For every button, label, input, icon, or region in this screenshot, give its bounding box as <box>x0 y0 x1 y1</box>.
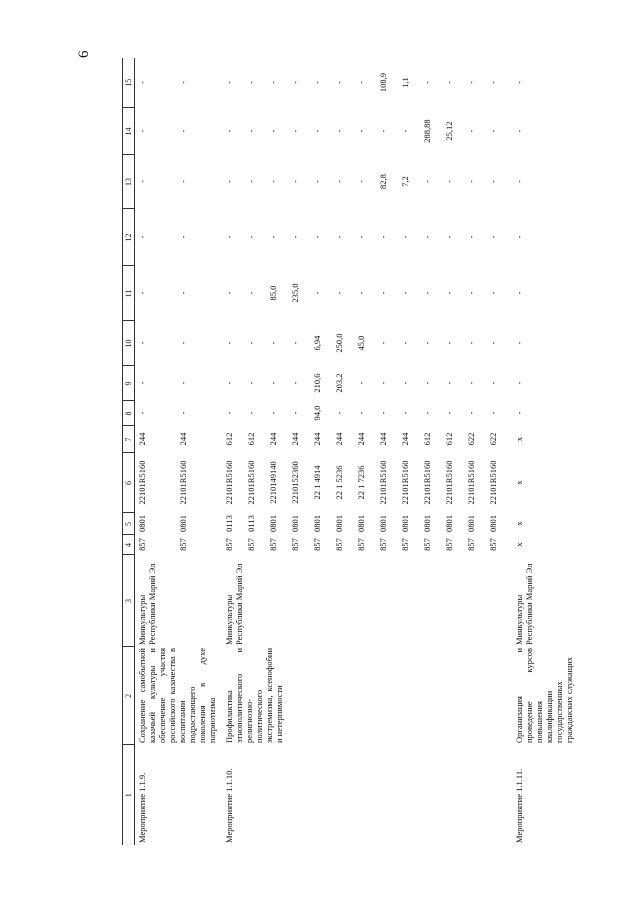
table-cell: 0801 <box>268 515 279 532</box>
table-cell: 0801 <box>356 515 367 532</box>
table-cell: - <box>137 180 147 183</box>
table-cell: - <box>268 81 279 84</box>
table-cell: - <box>514 291 525 295</box>
table-cell: - <box>488 180 499 183</box>
column-header-1: 1 <box>123 793 133 798</box>
table-cell: - <box>246 81 257 84</box>
table-cell: - <box>378 291 389 295</box>
executor-cell: Минкультуры Республики Марий Эл <box>514 563 535 645</box>
table-cell: - <box>444 235 455 239</box>
table-cell: - <box>356 129 367 133</box>
table-cell: - <box>334 180 345 183</box>
executor-cell: Минкультуры Республики Марий Эл <box>137 563 158 645</box>
table-cell: - <box>466 235 477 239</box>
table-cell: - <box>268 411 279 415</box>
table-cell: - <box>356 235 367 239</box>
table-cell: 0801 <box>400 515 411 532</box>
table-cell: - <box>466 411 477 415</box>
table-cell: 244 <box>378 432 389 446</box>
rotated-page-content <box>122 58 627 845</box>
table-cell: - <box>422 235 433 239</box>
table-cell: 857 <box>246 538 257 551</box>
table-cell: - <box>488 129 499 133</box>
table-cell: - <box>178 381 189 385</box>
table-cell: x <box>514 480 525 485</box>
table-cell: - <box>488 411 499 415</box>
table-cell: - <box>488 81 499 84</box>
table-cell: 857 <box>466 538 477 551</box>
table-cell: 244 <box>356 432 367 446</box>
budget-table <box>122 58 579 845</box>
table-cell: 288,88 <box>422 119 433 143</box>
table-cell: 0113 <box>246 515 257 532</box>
table-cell: 22101R5160 <box>444 460 455 505</box>
description-cell: Организация и проведение курсов повышения квалификации государственных гражданских служащих <box>514 648 575 743</box>
table-cell: 857 <box>334 538 345 551</box>
table-cell: - <box>378 411 389 415</box>
table-cell: 0801 <box>488 515 499 532</box>
table-cell: - <box>514 129 525 133</box>
table-cell: 7,2 <box>400 176 411 187</box>
description-cell: Профилактика этнополитического и религиозно-политического экстремизма, ксенофобии и нетерпимости <box>224 648 285 743</box>
table-row <box>222 58 244 845</box>
table-cell: - <box>514 81 525 84</box>
table-cell: - <box>290 381 301 385</box>
table-cell: 244 <box>290 432 301 446</box>
table-cell: 244 <box>312 432 323 446</box>
table-cell: - <box>137 411 147 415</box>
table-cell: 244 <box>400 432 411 446</box>
table-cell: - <box>466 291 477 295</box>
table-cell: - <box>444 411 455 415</box>
table-cell: 857 <box>312 538 323 551</box>
table-cell: - <box>444 341 455 345</box>
table-cell: - <box>178 235 189 239</box>
column-header-6: 6 <box>123 453 135 513</box>
table-cell: 244 <box>178 432 189 446</box>
table-cell: - <box>178 129 189 133</box>
table-cell: - <box>514 180 525 183</box>
table-cell: 857 <box>444 538 455 551</box>
table-cell: 2210152360 <box>290 461 301 504</box>
table-cell: 22101R5160 <box>466 460 477 505</box>
table-cell: 857 <box>268 538 279 551</box>
table-cell: 857 <box>378 538 389 551</box>
table-cell: - <box>224 341 235 345</box>
table-cell: 622 <box>488 432 499 446</box>
table-cell: - <box>268 129 279 133</box>
table-cell: - <box>137 235 147 239</box>
column-header-9: 9 <box>123 366 135 401</box>
table-cell: - <box>224 129 235 133</box>
page-number: 6 <box>76 50 92 58</box>
column-header-11: 11 <box>123 266 135 321</box>
table-cell: - <box>246 291 257 295</box>
table-cell: - <box>444 291 455 295</box>
table-cell: - <box>400 411 411 415</box>
table-cell: - <box>356 411 367 415</box>
table-cell: 203,2 <box>334 373 345 393</box>
table-cell: - <box>422 411 433 415</box>
table-cell: 85,0 <box>268 285 279 301</box>
table-cell: 857 <box>290 538 301 551</box>
table-cell: 244 <box>268 432 279 446</box>
table-cell: 82,8 <box>378 174 389 189</box>
table-cell: - <box>356 381 367 385</box>
event-cell: Мероприятие 1.1.11. <box>514 768 525 843</box>
table-cell: x <box>514 542 525 547</box>
table-body <box>135 58 580 845</box>
table-cell: - <box>312 180 323 183</box>
table-cell: - <box>290 411 301 415</box>
table-cell: - <box>488 235 499 239</box>
row-spacer <box>575 58 579 845</box>
table-cell: 857 <box>137 538 147 551</box>
table-cell: x <box>514 436 525 442</box>
column-header-15: 15 <box>123 58 135 108</box>
table-cell: 612 <box>224 432 235 446</box>
column-header-5: 5 <box>123 513 135 535</box>
table-cell: - <box>137 381 147 385</box>
column-header-14: 14 <box>123 108 135 155</box>
table-cell: - <box>514 341 525 345</box>
table-cell: 244 <box>137 432 147 446</box>
table-cell: 857 <box>488 538 499 551</box>
column-header-4: 4 <box>123 535 135 555</box>
table-cell: 22101R5160 <box>178 460 189 505</box>
table-cell: - <box>178 411 189 415</box>
column-header-13: 13 <box>123 155 135 209</box>
table-cell: - <box>246 180 257 183</box>
table-cell: 1,1 <box>400 77 411 88</box>
table-cell: 45,0 <box>356 335 367 351</box>
executor-cell: Минкультуры Республики Марий Эл <box>224 563 245 645</box>
table-cell: - <box>378 381 389 385</box>
table-cell: 0801 <box>290 515 301 532</box>
table-cell: - <box>400 235 411 239</box>
table-cell: - <box>514 411 525 415</box>
table-cell: 22101R5160 <box>488 460 499 505</box>
table-cell: - <box>488 291 499 295</box>
table-cell: - <box>378 129 389 133</box>
table-cell: - <box>422 341 433 345</box>
table-row <box>512 58 575 845</box>
table-cell: - <box>444 180 455 183</box>
table-cell: 22101R5160 <box>422 460 433 505</box>
table-cell: - <box>334 235 345 239</box>
table-cell: - <box>290 341 301 345</box>
table-cell: 22101R5160 <box>224 460 235 505</box>
table-cell: - <box>466 129 477 133</box>
table-cell: - <box>488 341 499 345</box>
table-cell: - <box>290 235 301 239</box>
table-cell: 22101R5160 <box>246 460 257 505</box>
table-cell: - <box>290 129 301 133</box>
table-cell: - <box>356 291 367 295</box>
table-cell: - <box>268 180 279 183</box>
table-cell: - <box>334 291 345 295</box>
table-cell: - <box>312 291 323 295</box>
table-cell: 612 <box>422 432 433 446</box>
table-cell: - <box>224 411 235 415</box>
table-cell: 622 <box>466 432 477 446</box>
table-cell: 857 <box>178 538 189 551</box>
table-cell: - <box>356 180 367 183</box>
table-cell: - <box>246 341 257 345</box>
column-header-10: 10 <box>123 321 135 366</box>
table-cell: - <box>224 180 235 183</box>
table-cell: - <box>334 129 345 133</box>
table-cell: 857 <box>356 538 367 551</box>
table-cell: - <box>488 381 499 385</box>
table-cell: - <box>224 235 235 239</box>
table-cell: - <box>224 291 235 295</box>
table-cell: - <box>444 381 455 385</box>
table-cell: - <box>268 235 279 239</box>
table-cell: - <box>224 81 235 84</box>
table-cell: - <box>466 381 477 385</box>
column-header-2: 2 <box>123 647 135 745</box>
table-cell: - <box>268 341 279 345</box>
column-header-3: 3 <box>123 555 135 647</box>
table-cell: 22 1 4914 <box>312 465 323 500</box>
table-cell: - <box>137 129 147 133</box>
table-cell: 0801 <box>312 515 323 532</box>
table-cell: 25,12 <box>444 121 455 141</box>
table-cell: - <box>378 235 389 239</box>
table-cell: - <box>422 81 433 84</box>
table-cell: 0801 <box>178 515 189 532</box>
table-cell: - <box>246 381 257 385</box>
table-cell: 0801 <box>444 515 455 532</box>
table-cell: 94,0 <box>312 405 323 421</box>
table-cell: - <box>178 341 189 345</box>
description-cell: Сохранение самобытной казачьей культуры и обеспечение участия российского казачества в воспитании подрастающего поколения в духе патриотизма <box>137 648 218 743</box>
table-cell: - <box>422 180 433 183</box>
table-cell: - <box>334 411 345 415</box>
table-cell: 857 <box>224 538 235 551</box>
table-cell: 0801 <box>422 515 433 532</box>
table-cell: 857 <box>422 538 433 551</box>
table-row <box>135 58 177 845</box>
table-cell: 612 <box>444 432 455 446</box>
table-cell: 244 <box>334 432 345 446</box>
table-cell: 0801 <box>137 515 147 532</box>
table-cell: - <box>356 81 367 84</box>
table-cell: 0801 <box>334 515 345 532</box>
table-cell: 612 <box>246 432 257 446</box>
table-header <box>123 58 135 845</box>
table-cell: 0801 <box>378 515 389 532</box>
table-cell: 108,9 <box>378 72 389 93</box>
table-cell: - <box>290 180 301 183</box>
table-cell: - <box>246 411 257 415</box>
table-cell: x <box>514 521 525 526</box>
table-cell: 0113 <box>224 515 235 532</box>
table-cell: - <box>514 381 525 385</box>
table-cell: - <box>137 341 147 345</box>
table-cell: - <box>514 235 525 239</box>
table-cell: 235,0 <box>290 283 301 303</box>
table-cell: - <box>178 81 189 84</box>
table-cell: - <box>400 381 411 385</box>
table-cell: - <box>312 129 323 133</box>
table-cell: 250,0 <box>334 333 345 353</box>
table-cell: - <box>444 81 455 84</box>
table-cell: - <box>422 291 433 295</box>
table-cell: - <box>422 381 433 385</box>
table-cell: 210,6 <box>312 373 323 393</box>
table-cell: - <box>400 341 411 345</box>
table-cell: - <box>466 341 477 345</box>
column-header-7: 7 <box>123 426 135 453</box>
event-cell: Мероприятие 1.1.9. <box>137 772 147 843</box>
table-cell: - <box>334 81 345 84</box>
table-cell: - <box>137 81 147 84</box>
table-cell: - <box>246 235 257 239</box>
table-cell: - <box>178 180 189 183</box>
table-cell: 22 1 7236 <box>356 465 367 500</box>
table-cell: - <box>400 291 411 295</box>
table-cell: 2210149140 <box>268 461 279 504</box>
column-header-12: 12 <box>123 209 135 266</box>
table-cell: - <box>400 129 411 133</box>
table-cell: - <box>268 381 279 385</box>
event-cell: Мероприятие 1.1.10. <box>224 768 235 843</box>
table-cell: - <box>246 129 257 133</box>
table-cell: 22101R5160 <box>400 460 411 505</box>
table-cell: 22101R5160 <box>137 460 147 505</box>
table-cell: - <box>224 381 235 385</box>
table-cell: 22 1 5236 <box>334 465 345 500</box>
table-cell: - <box>466 81 477 84</box>
table-cell: - <box>178 291 189 295</box>
table-cell: - <box>137 291 147 295</box>
table-cell: 22101R5160 <box>378 460 389 505</box>
table-cell: 0801 <box>466 515 477 532</box>
column-header-8: 8 <box>123 401 135 426</box>
table-cell: 857 <box>400 538 411 551</box>
spacer-cell <box>575 58 579 845</box>
table-cell: 6,94 <box>312 335 323 351</box>
table-cell: - <box>290 81 301 84</box>
table-cell: - <box>312 81 323 84</box>
table-cell: - <box>312 235 323 239</box>
table-cell: - <box>466 180 477 183</box>
table-cell: - <box>378 341 389 345</box>
